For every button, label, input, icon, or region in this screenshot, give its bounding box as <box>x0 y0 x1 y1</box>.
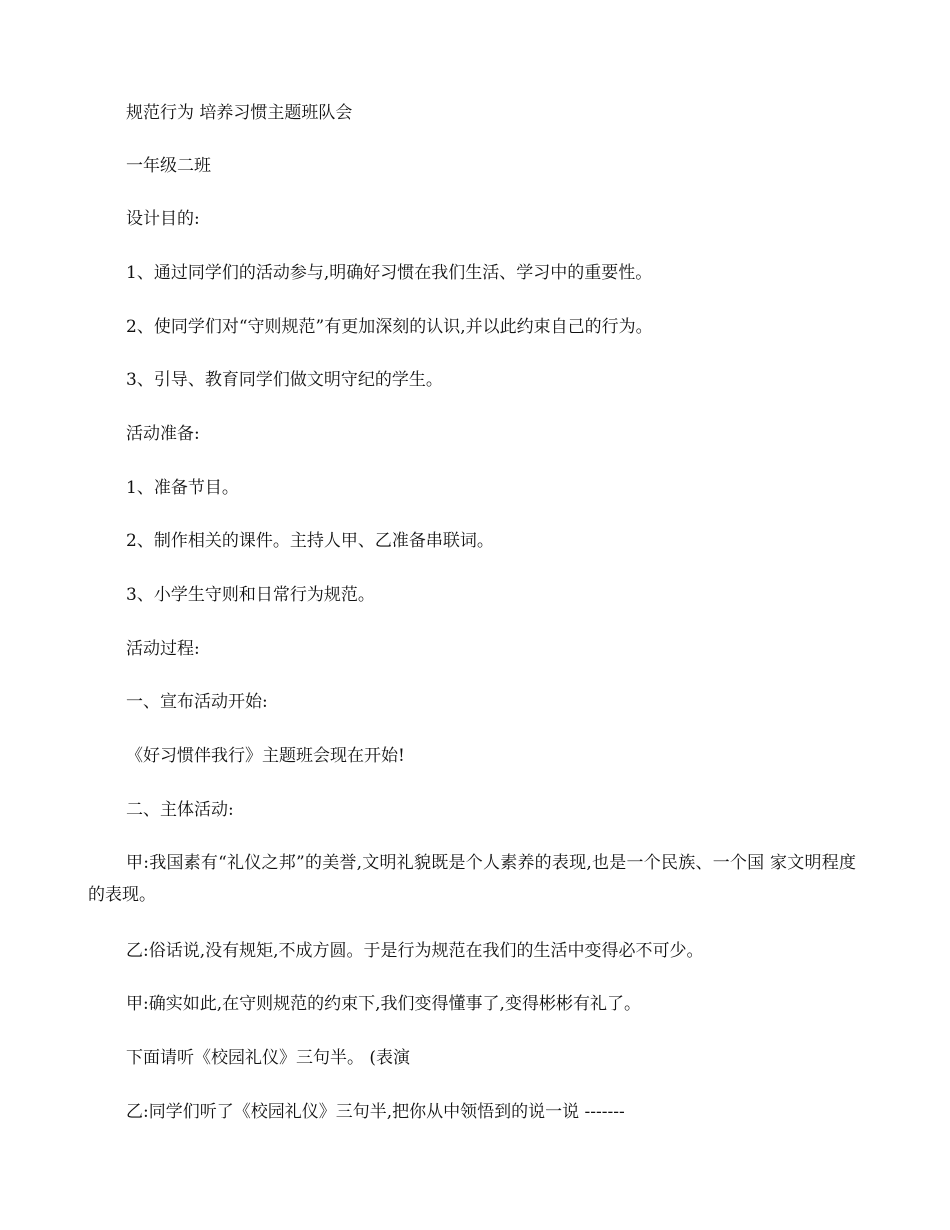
purpose-item: 3、引导、教育同学们做文明守纪的学生。 <box>126 370 443 390</box>
section-two-heading: 二、主体活动: <box>126 800 234 820</box>
dialogue-paragraph: 甲:确实如此,在守则规范的约束下,我们变得懂事了,变得彬彬有礼了。 <box>126 994 641 1014</box>
prep-item: 1、准备节目。 <box>126 478 239 498</box>
purpose-heading: 设计目的: <box>126 209 200 229</box>
dialogue-paragraph: 下面请听《校园礼仪》三句半。 (表演 <box>126 1048 411 1068</box>
dialogue-paragraph: 甲:我国素有“礼仪之邦”的美誉,文明礼貌既是个人素养的表现,也是一个民族、一个国 家文明程度的表现。 <box>88 853 856 905</box>
prep-item: 3、小学生守则和日常行为规范。 <box>126 585 375 605</box>
purpose-item: 2、使同学们对“守则规范”有更加深刻的认识,并以此约束自己的行为。 <box>126 317 653 337</box>
process-heading: 活动过程: <box>126 639 200 659</box>
document-title: 规范行为 培养习惯主题班队会 <box>126 103 353 123</box>
section-one-heading: 一、宣布活动开始: <box>126 692 268 712</box>
dialogue-paragraph: 乙:同学们听了《校园礼仪》三句半,把你从中领悟到的说一说 ------- <box>126 1102 625 1122</box>
purpose-item: 1、通过同学们的活动参与,明确好习惯在我们生活、学习中的重要性。 <box>126 263 653 283</box>
prep-item: 2、制作相关的课件。主持人甲、乙准备串联词。 <box>126 531 494 551</box>
dialogue-paragraph: 乙:俗话说,没有规矩,不成方圆。于是行为规范在我们的生活中变得必不可少。 <box>126 941 704 961</box>
prep-heading: 活动准备: <box>126 424 200 444</box>
class-name: 一年级二班 <box>126 156 211 176</box>
section-one-text: 《好习惯伴我行》主题班会现在开始! <box>126 746 405 766</box>
